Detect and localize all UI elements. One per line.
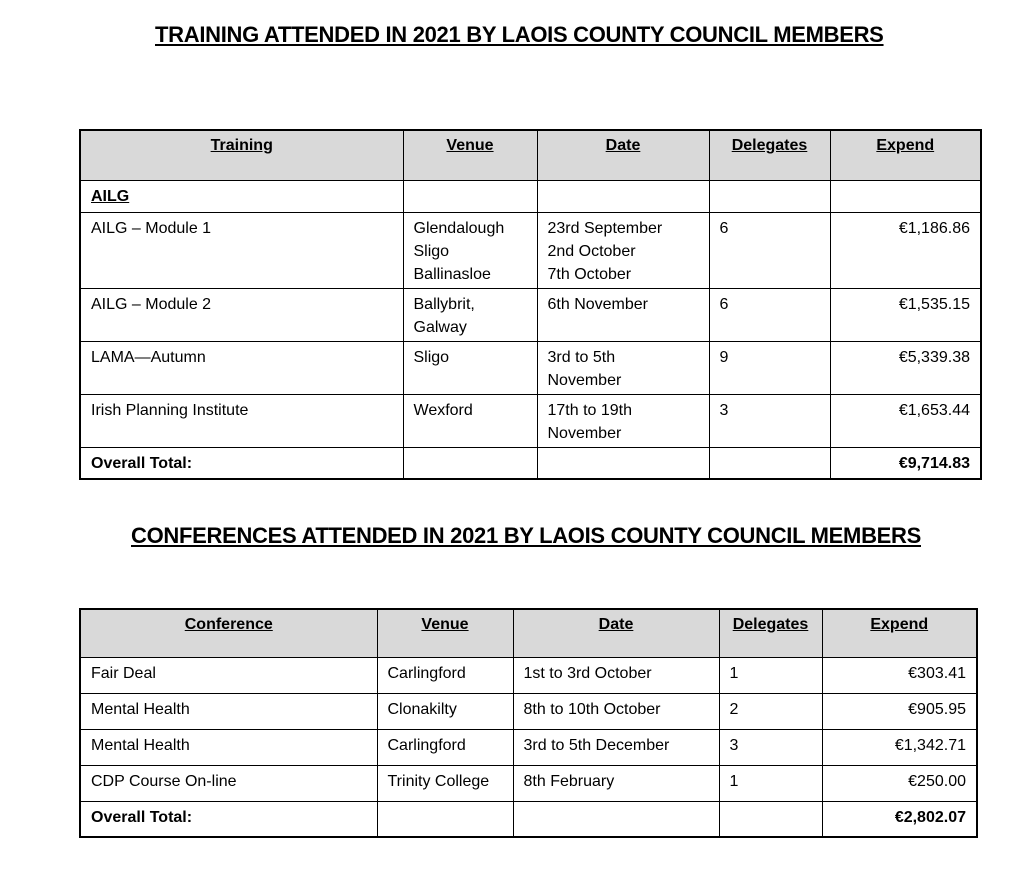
table-header-row	[80, 609, 977, 657]
delegates-cell: 3	[709, 394, 830, 447]
column-header-venue: Venue	[377, 609, 513, 657]
column-header-training: Training	[80, 130, 403, 180]
date-line: 2nd October	[547, 242, 636, 260]
venue-line: Ballybrit,	[413, 295, 475, 313]
table-row	[80, 693, 977, 729]
expend-cell: €1,342.71	[822, 729, 977, 765]
total-value: €2,802.07	[822, 801, 977, 837]
section-row	[80, 180, 981, 212]
column-header-date: Date	[513, 609, 719, 657]
conference-name: Mental Health	[80, 693, 377, 729]
table-row	[80, 288, 981, 341]
training-name: LAMA—Autumn	[80, 341, 403, 394]
training-heading: TRAINING ATTENDED IN 2021 BY LAOIS COUNTY COUNCIL MEMBERS	[155, 22, 884, 47]
venue-line: Ballinasloe	[413, 265, 491, 283]
column-header-delegates: Delegates	[709, 130, 830, 180]
table-row	[80, 657, 977, 693]
total-label: Overall Total:	[80, 447, 403, 479]
date-line: November	[547, 371, 622, 389]
date-cell: 1st to 3rd October	[513, 657, 719, 693]
column-header-delegates: Delegates	[719, 609, 822, 657]
date-cell: 3rd to 5th December	[513, 729, 719, 765]
total-label: Overall Total:	[80, 801, 377, 837]
total-row	[80, 801, 977, 837]
delegates-cell: 2	[719, 693, 822, 729]
venue-line: Glendalough	[413, 219, 505, 237]
date-cell: 8th to 10th October	[513, 693, 719, 729]
conferences-heading: CONFERENCES ATTENDED IN 2021 BY LAOIS COUNTY COUNCIL MEMBERS	[131, 523, 921, 548]
venue-cell: Clonakilty	[377, 693, 513, 729]
delegates-cell: 6	[709, 288, 830, 341]
venue-cell: Trinity College	[377, 765, 513, 801]
expend-cell: €250.00	[822, 765, 977, 801]
section-label: AILG	[80, 180, 403, 212]
delegates-cell: 1	[719, 765, 822, 801]
column-header-conference: Conference	[80, 609, 377, 657]
date-line: 7th October	[547, 265, 632, 283]
venue-line: Galway	[413, 318, 467, 336]
date-cell: 8th February	[513, 765, 719, 801]
expend-cell: €1,653.44	[830, 394, 981, 447]
training-name: AILG – Module 1	[80, 212, 403, 288]
total-row	[80, 447, 981, 479]
table-row	[80, 341, 981, 394]
delegates-cell: 6	[709, 212, 830, 288]
column-header-date: Date	[537, 130, 709, 180]
venue-line: Wexford	[413, 401, 473, 419]
training-table	[79, 129, 982, 480]
expend-cell: €5,339.38	[830, 341, 981, 394]
column-header-expend: Expend	[830, 130, 981, 180]
expend-cell: €303.41	[822, 657, 977, 693]
training-name: AILG – Module 2	[80, 288, 403, 341]
table-row	[80, 729, 977, 765]
column-header-expend: Expend	[822, 609, 977, 657]
expend-cell: €1,535.15	[830, 288, 981, 341]
venue-cell: Carlingford	[377, 657, 513, 693]
conference-name: Mental Health	[80, 729, 377, 765]
conference-name: CDP Course On-line	[80, 765, 377, 801]
expend-cell: €1,186.86	[830, 212, 981, 288]
training-name: Irish Planning Institute	[80, 394, 403, 447]
venue-line: Sligo	[413, 242, 450, 260]
delegates-cell: 3	[719, 729, 822, 765]
date-line: 3rd to 5th	[547, 348, 616, 366]
conference-name: Fair Deal	[80, 657, 377, 693]
date-line: 23rd September	[547, 219, 663, 237]
date-cell	[537, 288, 709, 341]
date-line: 17th to 19th	[547, 401, 633, 419]
date-cell	[537, 212, 709, 288]
column-header-venue: Venue	[403, 130, 537, 180]
venue-cell	[403, 341, 537, 394]
venue-cell	[403, 394, 537, 447]
date-cell	[537, 341, 709, 394]
conferences-table	[79, 608, 978, 838]
delegates-cell: 9	[709, 341, 830, 394]
expend-cell: €905.95	[822, 693, 977, 729]
delegates-cell: 1	[719, 657, 822, 693]
table-header-row	[80, 130, 981, 180]
date-line: 6th November	[547, 295, 648, 313]
date-line: November	[547, 424, 622, 442]
venue-cell: Carlingford	[377, 729, 513, 765]
table-row	[80, 212, 981, 288]
total-value: €9,714.83	[830, 447, 981, 479]
venue-cell	[403, 212, 537, 288]
venue-cell	[403, 288, 537, 341]
table-row	[80, 394, 981, 447]
date-cell	[537, 394, 709, 447]
venue-line: Sligo	[413, 348, 450, 366]
table-row	[80, 765, 977, 801]
